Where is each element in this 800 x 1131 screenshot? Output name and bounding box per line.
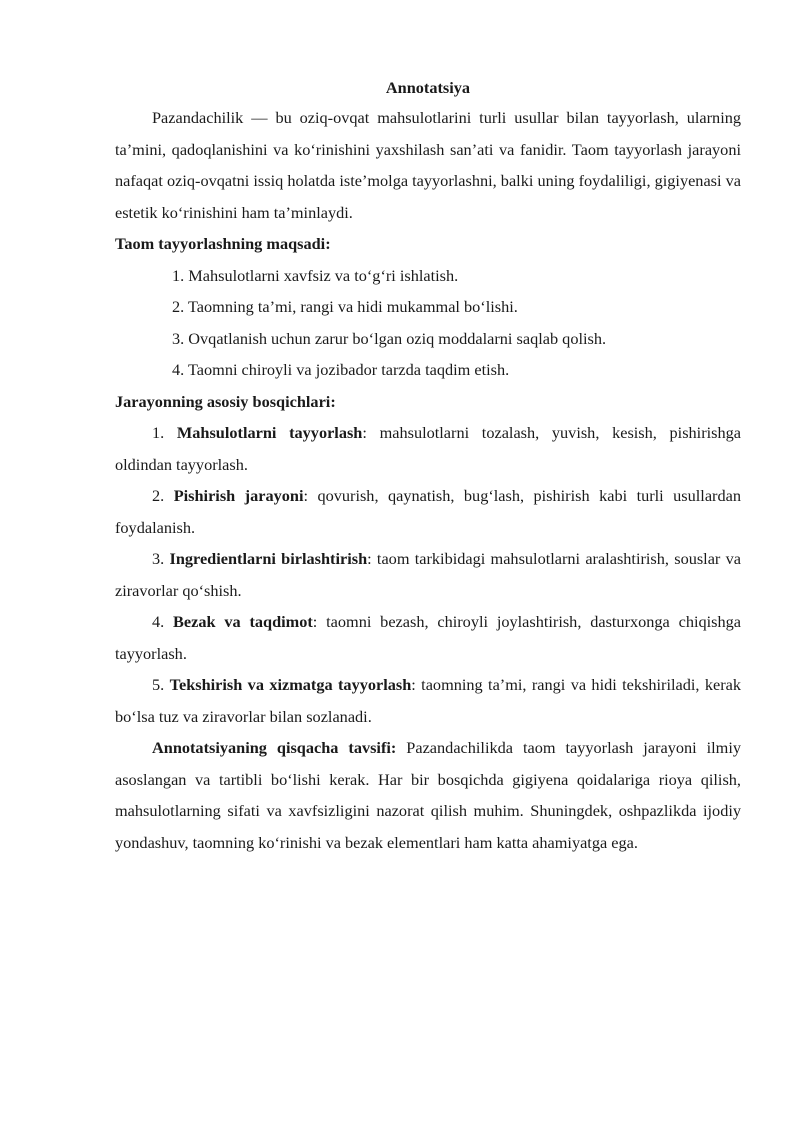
goals-heading: Taom tayyorlashning maqsadi: — [115, 234, 331, 253]
document-page — [115, 74, 741, 858]
stage-item — [115, 669, 741, 732]
stage-text: : taomning ta’mi, rangi va hidi tekshiriladi, kerak bo‘lsa tuz va ziravorlar bilan sozlanadi. — [115, 675, 741, 726]
summary-label: Annotatsiyaning qisqacha tavsifi: — [152, 738, 397, 757]
page-title: Annotatsiya — [385, 78, 471, 97]
stages-heading: Jarayonning asosiy bosqichlari: — [115, 391, 336, 411]
stage-item — [115, 480, 741, 543]
stage-text: : qovurish, qaynatish, bug‘lash, pishirish kabi turli usullardan foydalanish. — [115, 486, 741, 537]
stage-item — [115, 606, 741, 669]
summary-text: Pazandachilikda taom tayyorlash jarayoni ilmiy asoslangan va tartibli bo‘lishi kerak. Har bir bosqichda gigiyena qoidalariga rioya qilish, mahsulotlarning sifati va xavfsizligini nazorat qilish muhim. Shuningdek, oshpazlikda ijodiy yondashuv, taomning ko‘rinishi va bezak elementlari ham katta ahamiyatga ega. — [115, 738, 741, 852]
stage-item — [115, 543, 741, 606]
stage-term: Tekshirish va xizmatga tayyorlash — [169, 675, 412, 694]
stage-text: : mahsulotlarni tozalash, yuvish, kesish, pishirishga oldindan tayyorlash. — [115, 423, 741, 474]
intro-paragraph: Pazandachilik — bu oziq-ovqat mahsulotlarini turli usullar bilan tayyorlash, ularning ta’mini, qadoqlanishini va ko‘rinishini yaxshilash san’ati va fanidir. Taom tayyorlash jarayoni nafaqat oziq-ovqatni issiq holatda iste’molga tayyorlashni, balki uning foydaliligi, gigiyenasi va estetik ko‘rinishini ham ta’minlaydi. — [115, 108, 741, 222]
stage-term: Bezak va taqdimot — [173, 612, 313, 631]
goal-item: 1. Mahsulotlarni xavfsiz va to‘g‘ri ishlatish. — [172, 265, 459, 285]
stage-term: Ingredientlarni birlashtirish — [169, 549, 368, 568]
stage-number: 1. — [152, 423, 165, 442]
summary-paragraph — [115, 732, 741, 858]
goal-item: 2. Taomning ta’mi, rangi va hidi mukammal bo‘lishi. — [172, 297, 518, 316]
stage-number: 4. — [152, 612, 165, 631]
stage-number: 3. — [152, 549, 165, 568]
stage-text: : taomni bezash, chiroyli joylashtirish, dasturxonga chiqishga tayyorlash. — [115, 612, 742, 663]
stage-text: : taom tarkibidagi mahsulotlarni aralashtirish, souslar va ziravorlar qo‘shish. — [115, 549, 741, 600]
goals-list — [115, 260, 741, 386]
goal-item: 4. Taomni chiroyli va jozibador tarzda taqdim etish. — [172, 360, 510, 379]
stage-item — [115, 417, 741, 480]
stage-term: Pishirish jarayoni — [173, 486, 304, 505]
goal-item: 3. Ovqatlanish uchun zarur bo‘lgan oziq moddalarni saqlab qolish. — [172, 328, 607, 348]
stage-term: Mahsulotlarni tayyorlash — [176, 423, 363, 442]
stage-number: 2. — [152, 486, 165, 505]
stage-number: 5. — [152, 675, 165, 694]
